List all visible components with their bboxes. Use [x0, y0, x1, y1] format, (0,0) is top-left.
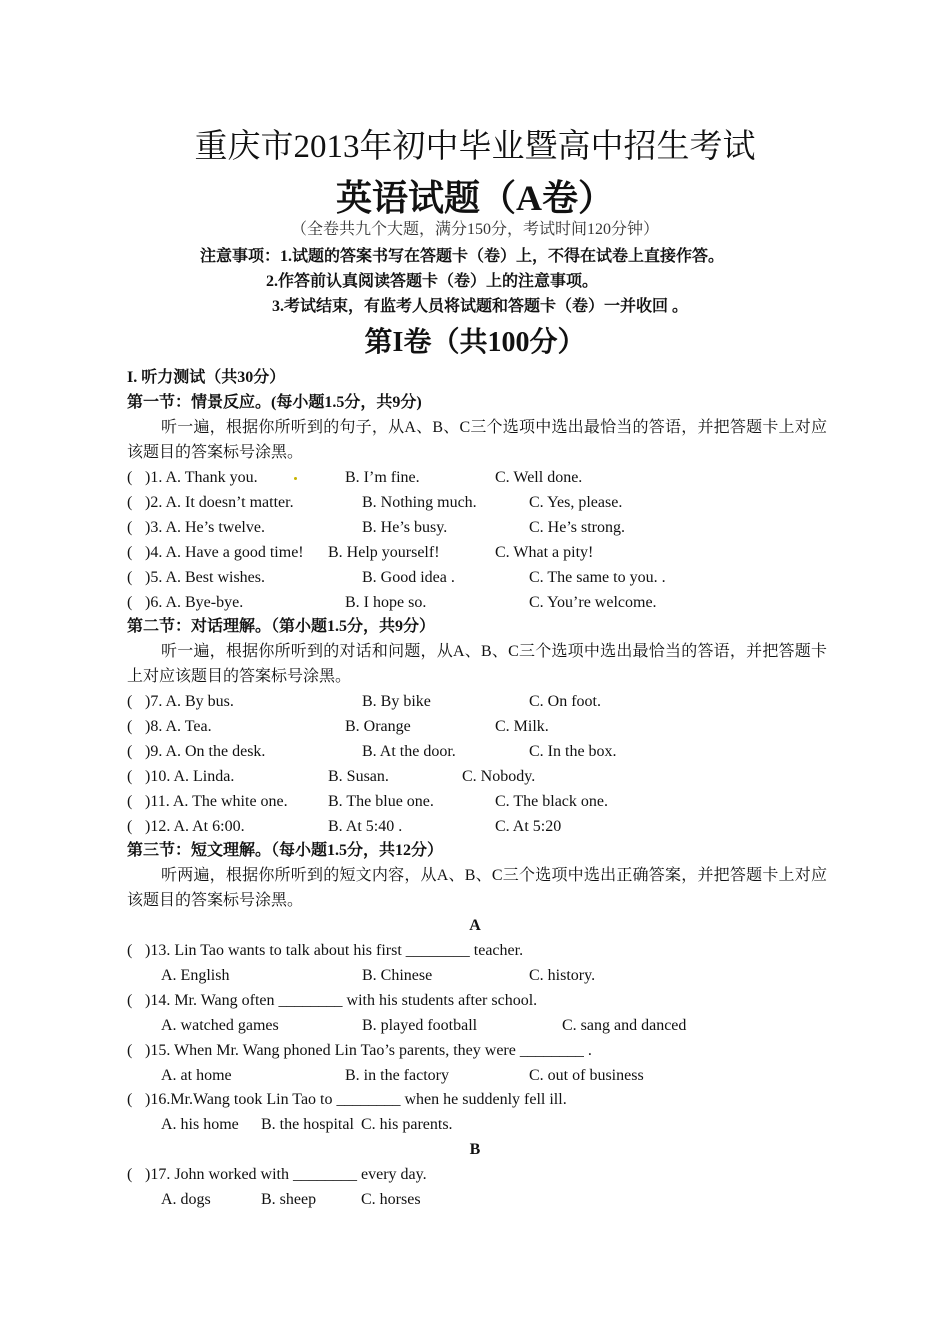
option-c: C. In the box.: [529, 743, 617, 760]
option-c: C. Nobody.: [462, 768, 536, 785]
answer-paren: (: [127, 743, 133, 760]
passage-b-label: B: [469, 1141, 481, 1158]
question-stem: )9. A. On the desk.: [145, 743, 266, 760]
stray-dot: [294, 477, 297, 480]
option-b: B. in the factory: [345, 1067, 449, 1084]
question-stem: )17. John worked with ________ every day.: [145, 1166, 427, 1183]
part-title: 第I卷（共100分）: [364, 327, 586, 358]
answer-paren: (: [127, 519, 133, 536]
question-stem: )10. A. Linda.: [145, 768, 235, 785]
option-b: B. Nothing much.: [362, 494, 477, 511]
question-stem: )3. A. He’s twelve.: [145, 519, 265, 536]
option-b: B. the hospital: [261, 1116, 354, 1133]
answer-paren: (: [127, 594, 133, 611]
question-stem: )2. A. It doesn’t matter.: [145, 494, 294, 511]
paper-title: 英语试题（A卷）: [336, 178, 614, 218]
option-c: C. At 5:20: [495, 818, 562, 835]
option-b: B. At the door.: [362, 743, 456, 760]
answer-paren: (: [127, 818, 133, 835]
option-c: C. out of business: [529, 1067, 644, 1084]
question-stem: )15. When Mr. Wang phoned Lin Tao’s parents, they were ________ .: [145, 1042, 592, 1059]
question-stem: )1. A. Thank you.: [145, 469, 258, 486]
answer-paren: (: [127, 992, 133, 1009]
notice-2: 2.作答前认真阅读答题卡（卷）上的注意事项。: [266, 273, 599, 290]
notice-3: 3.考试结束，有监考人员将试题和答题卡（卷）一并收回 。: [272, 298, 689, 315]
answer-paren: (: [127, 718, 133, 735]
passage-a-label: A: [469, 917, 481, 934]
option-c: C. Yes, please.: [529, 494, 623, 511]
option-b: B. Susan.: [328, 768, 389, 785]
option-c: C. Milk.: [495, 718, 549, 735]
question-stem: )7. A. By bus.: [145, 693, 234, 710]
question-stem: )13. Lin Tao wants to talk about his first ________ teacher.: [145, 942, 524, 959]
option-c: C. He’s strong.: [529, 519, 625, 536]
subsection-1-instructions: 听一遍，根据你所听到的句子，从A、B、C三个选项中选出最恰当的答语，并把答题卡上对应该题目的答案标号涂黑。: [127, 419, 827, 461]
subsection-3-instructions: 听两遍，根据你所听到的短文内容，从A、B、C三个选项中选出正确答案，并把答题卡上对应该题目的答案标号涂黑。: [127, 867, 827, 909]
subsection-1-title: 第一节：情景反应。(每小题1.5分，共9分): [127, 394, 422, 411]
question-stem: )4. A. Have a good time!: [145, 544, 304, 561]
question-stem: )14. Mr. Wang often ________ with his students after school.: [145, 992, 538, 1009]
answer-paren: (: [127, 768, 133, 785]
option-c: C. What a pity!: [495, 544, 594, 561]
option-b: B. played football: [362, 1017, 478, 1034]
option-c: C. his parents.: [361, 1116, 453, 1133]
option-b: B. By bike: [362, 693, 431, 710]
option-b: B. He’s busy.: [362, 519, 448, 536]
question-stem: )5. A. Best wishes.: [145, 569, 265, 586]
answer-paren: (: [127, 693, 133, 710]
question-stem: )16.Mr.Wang took Lin Tao to ________ when he suddenly fell ill.: [145, 1091, 567, 1108]
option-b: B. The blue one.: [328, 793, 434, 810]
answer-paren: (: [127, 793, 133, 810]
option-b: B. At 5:40 .: [328, 818, 403, 835]
subsection-2-title: 第二节：对话理解。（第小题1.5分，共9分）: [127, 618, 436, 635]
notice-1: 注意事项：1.试题的答案书写在答题卡（卷）上，不得在试卷上直接作答。: [200, 248, 725, 265]
answer-paren: (: [127, 942, 133, 959]
option-b: B. Orange: [345, 718, 411, 735]
option-a: A. English: [161, 967, 230, 984]
answer-paren: (: [127, 544, 133, 561]
answer-paren: (: [127, 469, 133, 486]
option-a: A. watched games: [161, 1017, 279, 1034]
exam-info: （全卷共九个大题，满分150分，考试时间120分钟）: [290, 221, 659, 238]
subsection-3-title: 第三节：短文理解。（每小题1.5分，共12分）: [127, 842, 444, 859]
answer-paren: (: [127, 1042, 133, 1059]
option-b: B. Chinese: [362, 967, 433, 984]
option-a: A. dogs: [161, 1191, 211, 1208]
option-c: C. horses: [361, 1191, 421, 1208]
section-title: I. 听力测试（共30分）: [127, 369, 286, 386]
option-a: A. his home: [161, 1116, 239, 1133]
option-b: B. Help yourself!: [328, 544, 440, 561]
option-c: C. You’re welcome.: [529, 594, 657, 611]
answer-paren: (: [127, 1166, 133, 1183]
subsection-2-instructions: 听一遍，根据你所听到的对话和问题，从A、B、C三个选项中选出最恰当的答语，并把答题卡上对应该题目的答案标号涂黑。: [127, 643, 827, 685]
option-c: C. The same to you. .: [529, 569, 666, 586]
option-c: C. Well done.: [495, 469, 583, 486]
option-b: B. I’m fine.: [345, 469, 420, 486]
question-stem: )6. A. Bye-bye.: [145, 594, 244, 611]
question-stem: )12. A. At 6:00.: [145, 818, 245, 835]
option-c: C. On foot.: [529, 693, 601, 710]
option-b: B. I hope so.: [345, 594, 427, 611]
exam-title: 重庆市2013年初中毕业暨高中招生考试: [194, 129, 756, 165]
question-stem: )11. A. The white one.: [145, 793, 288, 810]
question-stem: )8. A. Tea.: [145, 718, 212, 735]
answer-paren: (: [127, 494, 133, 511]
option-c: C. history.: [529, 967, 596, 984]
option-c: C. sang and danced: [562, 1017, 687, 1034]
option-b: B. sheep: [261, 1191, 317, 1208]
option-c: C. The black one.: [495, 793, 609, 810]
option-b: B. Good idea .: [362, 569, 455, 586]
answer-paren: (: [127, 1091, 133, 1108]
answer-paren: (: [127, 569, 133, 586]
option-a: A. at home: [161, 1067, 232, 1084]
